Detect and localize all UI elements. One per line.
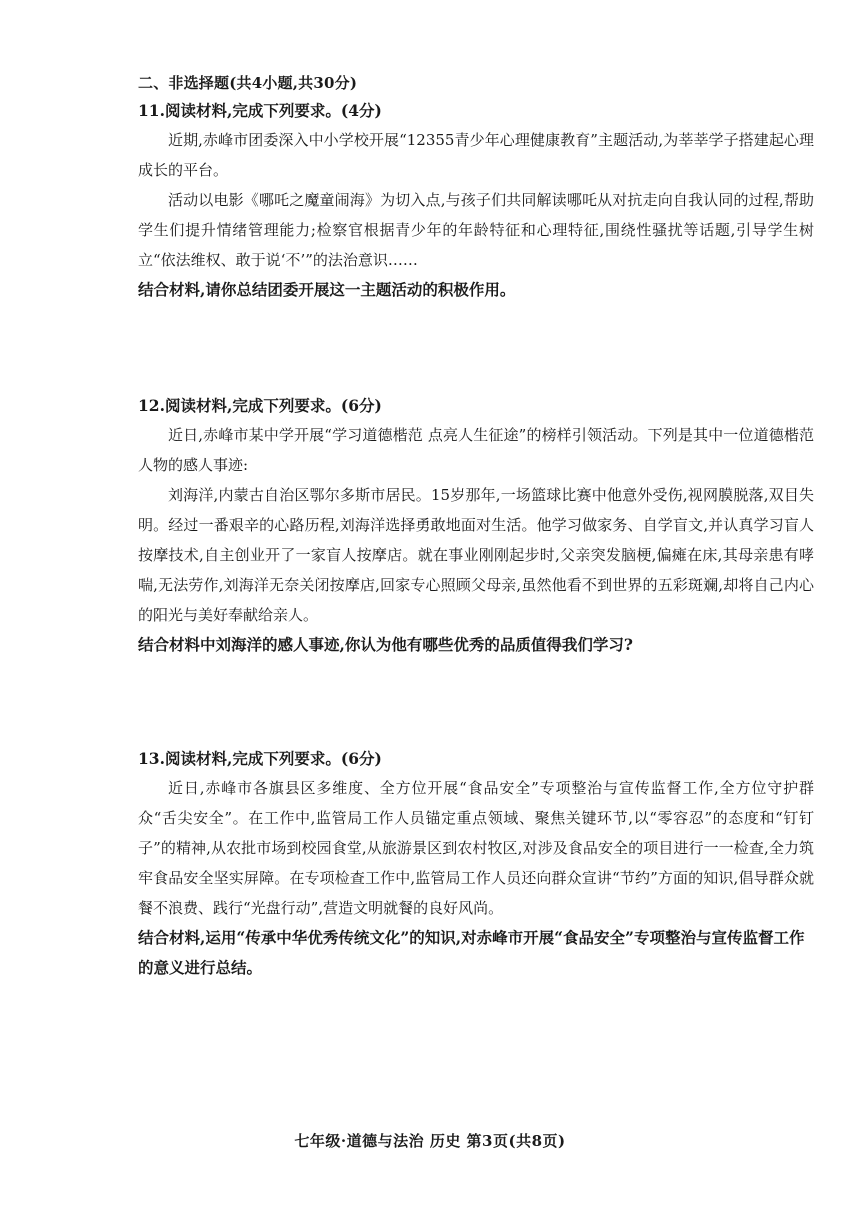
material-paragraph: 近日,赤峰市某中学开展“学习道德楷范 点亮人生征途”的榜样引领活动。下列是其中一位道德楷范人物的感人事迹: (138, 426, 814, 474)
material-paragraph: 近日,赤峰市各旗县区多维度、全方位开展“食品安全”专项整治与宣传监督工作,全方位守护群众“舌尖安全”。在工作中,监管局工作人员锚定重点领域、聚焦关键环节,以“零容忍”的态度和“钉钉子”的精神,从农批市场到校园食堂,从旅游景区到农村牧区,对涉及食品安全的项目进行一一检查,全力筑牢食品安全坚实屏障。在专项检查工作中,监管局工作人员还向群众宣讲“节约”方面的知识,倡导群众就餐不浪费、践行“光盘行动”,营造文明就餐的良好风尚。 (138, 779, 814, 917)
page-footer: 七年级·道德与法治 历史 第3页(共8页) (294, 1132, 566, 1150)
question-heading: 11.阅读材料,完成下列要求。(4分) (138, 101, 382, 120)
section-title: 二、非选择题(共4小题,共30分) (138, 74, 358, 92)
material-paragraph: 刘海洋,内蒙古自治区鄂尔多斯市居民。15岁那年,一场篮球比赛中他意外受伤,视网膜脱落,双目失明。经过一番艰辛的心路历程,刘海洋选择勇敢地面对生活。他学习做家务、自学盲文,并认真学习盲人按摩技术,自主创业开了一家盲人按摩店。就在事业刚刚起步时,父亲突发脑梗,偏瘫在床,其母亲患有哮喘,无法劳作,刘海洋无奈关闭按摩店,回家专心照顾父母亲,虽然他看不到世界的五彩斑斓,却将自己内心的阳光与美好奉献给亲人。 (138, 486, 814, 624)
material-paragraph: 近期,赤峰市团委深入中小学校开展“12355青少年心理健康教育”主题活动,为莘莘学子搭建起心理成长的平台。 (138, 131, 814, 179)
question-11 (138, 97, 814, 305)
question-prompt: 结合材料中刘海洋的感人事迹,你认为他有哪些优秀的品质值得我们学习? (138, 635, 633, 654)
question-prompt: 结合材料,请你总结团委开展这一主题活动的积极作用。 (138, 280, 516, 299)
question-heading: 13.阅读材料,完成下列要求。(6分) (138, 749, 382, 768)
question-12 (138, 392, 814, 660)
question-prompt: 结合材料,运用“传承中华优秀传统文化”的知识,对赤峰市开展“食品安全”专项整治与宣传监督工作的意义进行总结。 (138, 928, 805, 977)
question-heading: 12.阅读材料,完成下列要求。(6分) (138, 396, 382, 415)
material-paragraph: 活动以电影《哪吒之魔童闹海》为切入点,与孩子们共同解读哪吒从对抗走向自我认同的过程,帮助学生们提升情绪管理能力;检察官根据青少年的年龄特征和心理特征,围绕性骚扰等话题,引导学生树立“依法维权、敢于说‘不’”的法治意识…… (138, 191, 814, 269)
question-13 (138, 745, 814, 983)
